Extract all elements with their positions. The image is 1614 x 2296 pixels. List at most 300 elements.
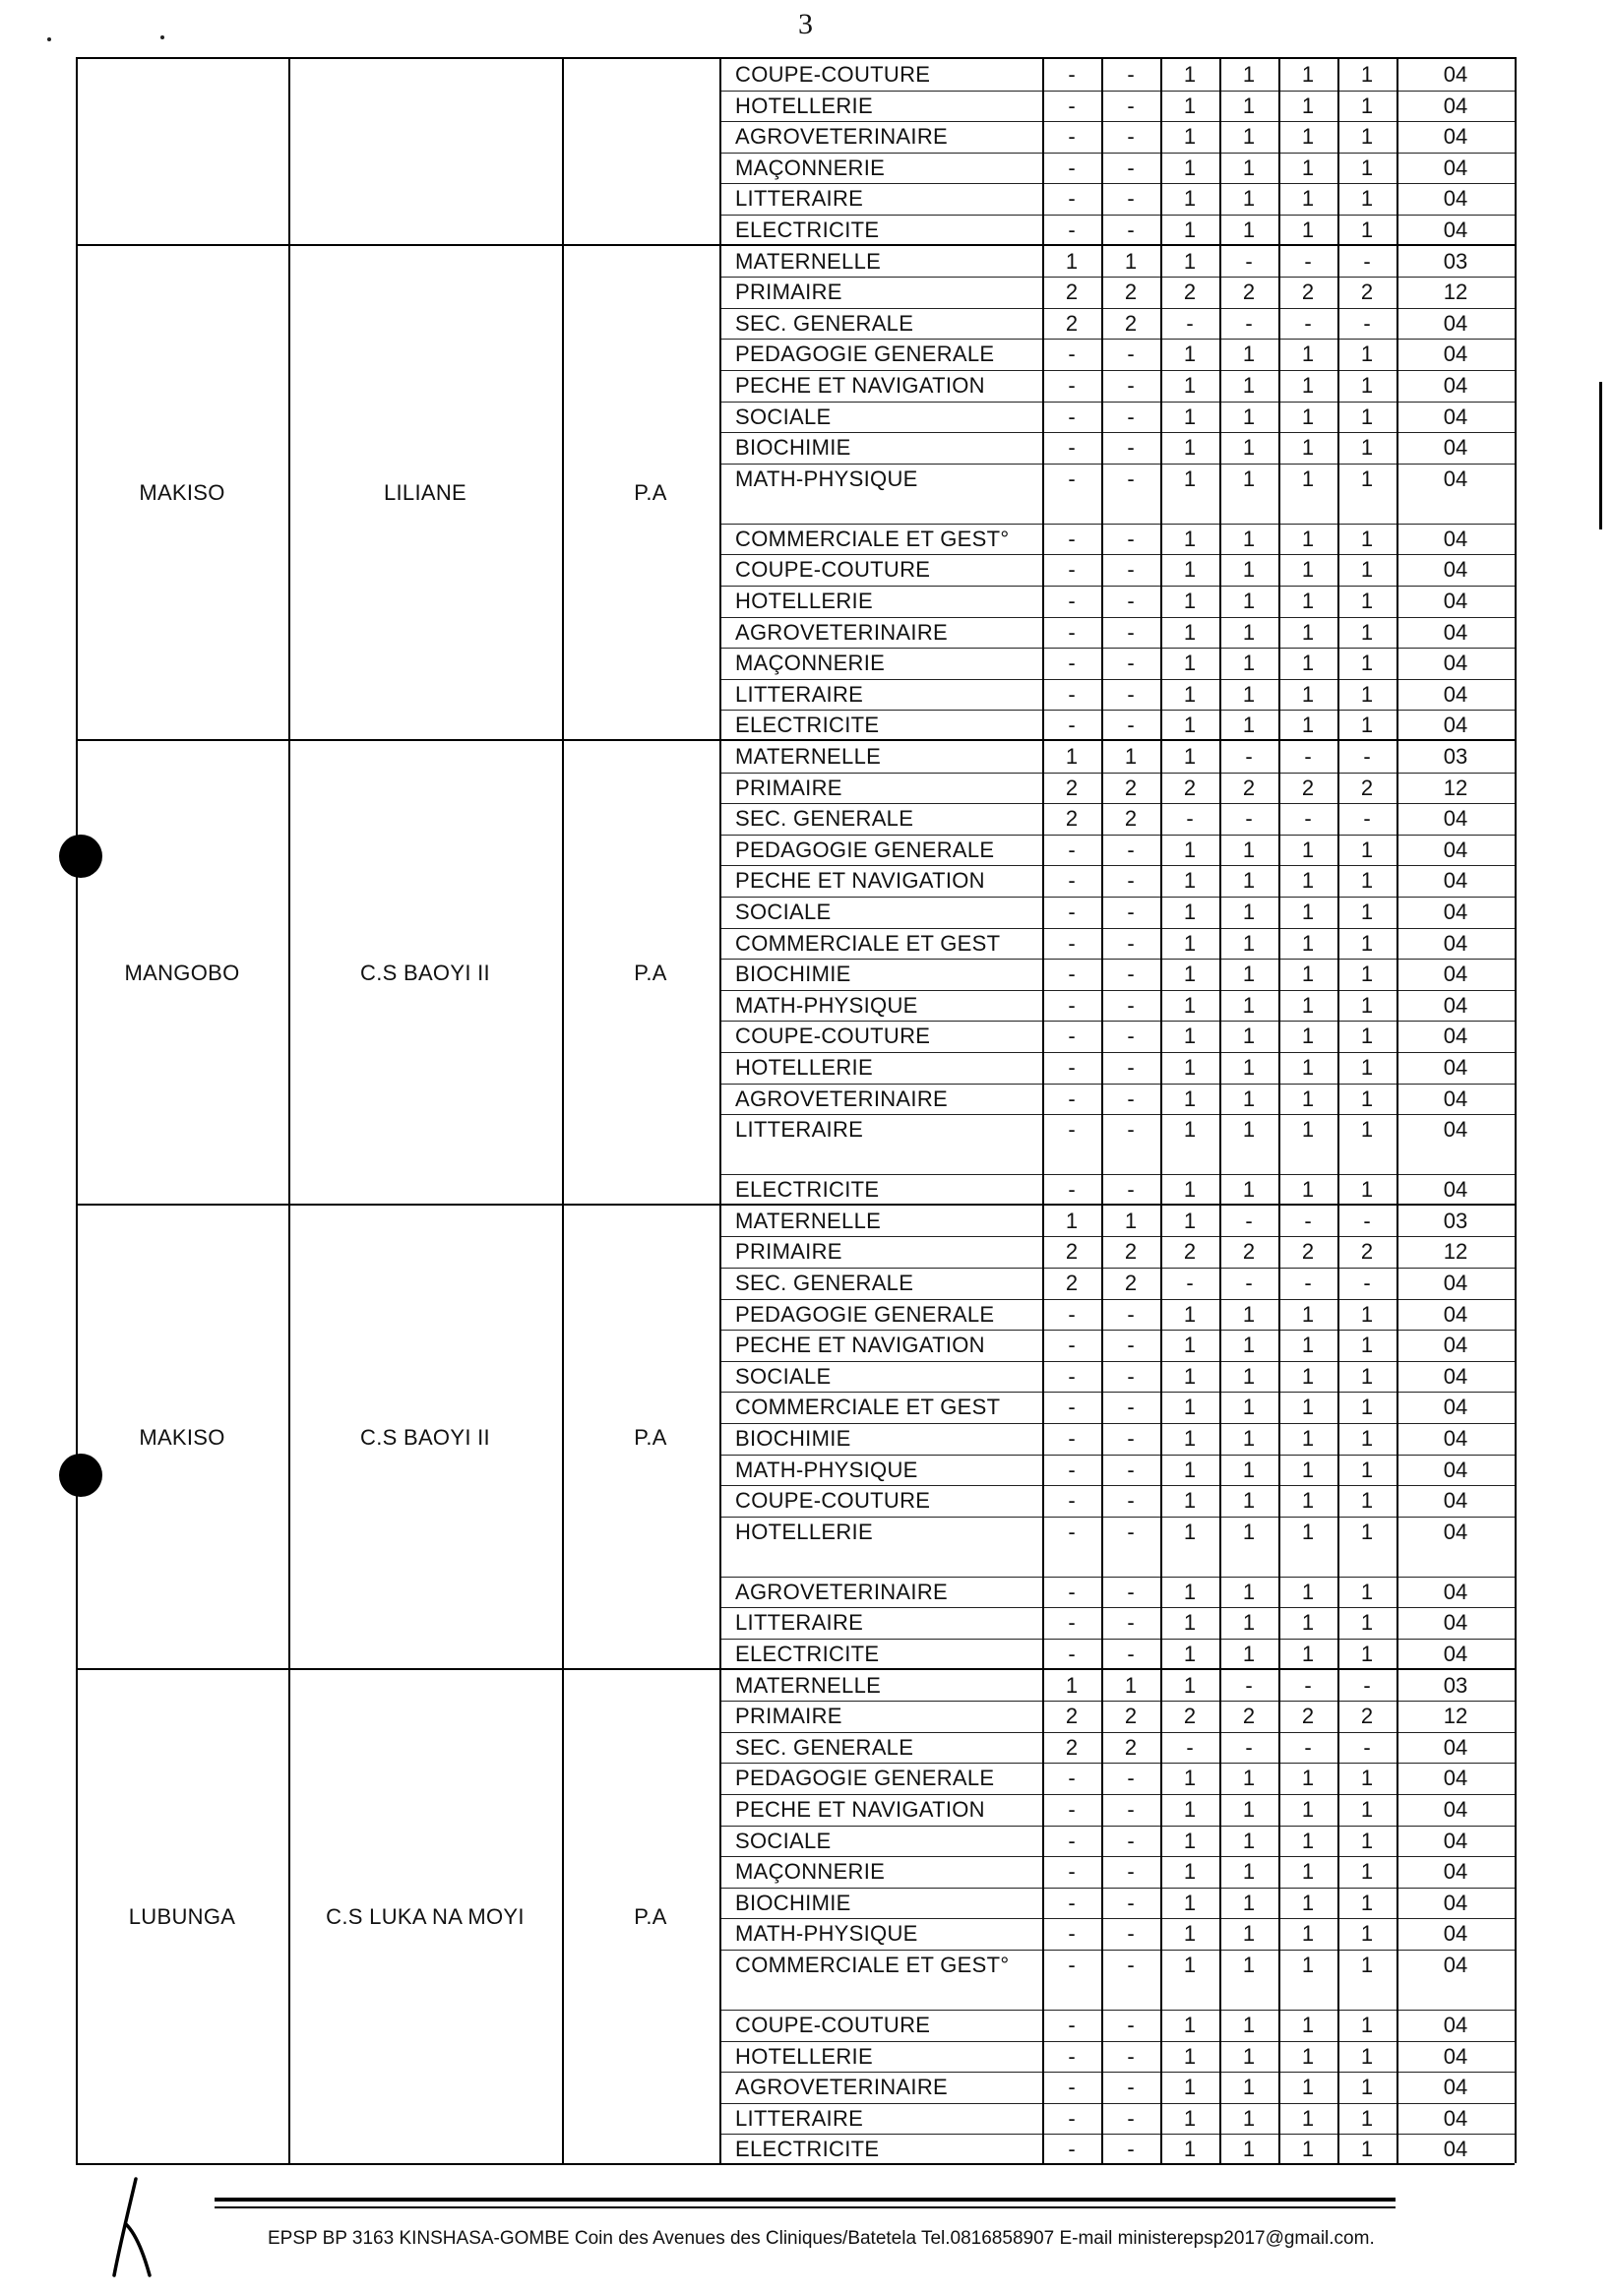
row-rule bbox=[719, 1236, 1515, 1237]
class-count: 1 bbox=[1183, 1457, 1197, 1482]
table-row bbox=[719, 992, 1515, 1022]
class-count: - bbox=[1068, 1952, 1076, 1977]
class-count: 1 bbox=[1360, 1641, 1374, 1666]
row-rule bbox=[719, 1455, 1515, 1456]
table-row bbox=[719, 93, 1515, 122]
class-count: - bbox=[1068, 2012, 1076, 2037]
class-count: 2 bbox=[1360, 1239, 1374, 1265]
class-count: - bbox=[1068, 341, 1076, 367]
class-count: 1 bbox=[1301, 1395, 1315, 1420]
table-row bbox=[719, 1765, 1515, 1794]
class-count: 1 bbox=[1301, 341, 1315, 367]
row-total: 04 bbox=[1443, 124, 1468, 150]
row-total: 04 bbox=[1443, 1457, 1468, 1482]
row-rule bbox=[719, 1701, 1515, 1702]
class-count: 1 bbox=[1242, 2075, 1256, 2100]
class-count: 1 bbox=[1242, 868, 1256, 894]
table-row bbox=[719, 155, 1515, 184]
class-count: - bbox=[1186, 310, 1194, 336]
location-name: MAKISO bbox=[139, 1424, 225, 1450]
section-name: AGROVETERINAIRE bbox=[735, 1086, 948, 1111]
table-row bbox=[719, 465, 1515, 524]
class-count: 1 bbox=[1124, 248, 1138, 274]
column-rule bbox=[562, 57, 564, 2163]
class-count: - bbox=[1068, 435, 1076, 461]
class-count: 1 bbox=[1124, 744, 1138, 769]
class-count: 1 bbox=[1242, 1519, 1256, 1544]
table-row bbox=[719, 1457, 1515, 1486]
class-count: - bbox=[1068, 403, 1076, 429]
class-count: 1 bbox=[1183, 1208, 1197, 1233]
class-count: 1 bbox=[1301, 2137, 1315, 2162]
class-count: - bbox=[1304, 1270, 1312, 1295]
row-total: 04 bbox=[1443, 155, 1468, 180]
row-rule bbox=[719, 1826, 1515, 1827]
row-total: 04 bbox=[1443, 2105, 1468, 2131]
section-name: MATH-PHYSIQUE bbox=[735, 992, 918, 1018]
section-name: MATERNELLE bbox=[735, 1672, 882, 1698]
class-count: - bbox=[1363, 248, 1371, 274]
class-count: - bbox=[1068, 1395, 1076, 1420]
class-count: 1 bbox=[1301, 1796, 1315, 1822]
section-name: MATERNELLE bbox=[735, 744, 882, 769]
table-row bbox=[719, 2074, 1515, 2103]
class-count: 2 bbox=[1065, 310, 1079, 336]
class-count: 1 bbox=[1242, 124, 1256, 150]
row-total: 04 bbox=[1443, 2137, 1468, 2162]
section-name: BIOCHIMIE bbox=[735, 435, 851, 461]
school-name bbox=[288, 59, 562, 246]
class-count: 1 bbox=[1183, 217, 1197, 242]
class-count: - bbox=[1127, 588, 1135, 613]
class-count: 1 bbox=[1242, 1055, 1256, 1080]
table-row bbox=[719, 1796, 1515, 1826]
school-name: C.S BAOYI II bbox=[360, 1424, 490, 1450]
location-block bbox=[76, 739, 1515, 1206]
table-row bbox=[719, 743, 1515, 773]
class-count: 1 bbox=[1183, 372, 1197, 398]
section-name: ELECTRICITE bbox=[735, 217, 880, 242]
row-total: 12 bbox=[1443, 1704, 1468, 1729]
row-rule bbox=[719, 215, 1515, 216]
row-total: 03 bbox=[1443, 248, 1468, 274]
class-count: 1 bbox=[1242, 2043, 1256, 2069]
class-count: - bbox=[1127, 2012, 1135, 2037]
section-name: LITTERAIRE bbox=[735, 1117, 864, 1143]
class-count: 1 bbox=[1242, 2012, 1256, 2037]
row-total: 04 bbox=[1443, 1488, 1468, 1514]
class-count: - bbox=[1363, 1734, 1371, 1760]
class-count: - bbox=[1068, 1333, 1076, 1358]
class-count: - bbox=[1127, 1828, 1135, 1853]
row-rule bbox=[719, 1330, 1515, 1331]
class-count: - bbox=[1068, 2043, 1076, 2069]
class-count: 2 bbox=[1124, 1734, 1138, 1760]
row-total: 04 bbox=[1443, 403, 1468, 429]
section-name: SEC. GENERALE bbox=[735, 806, 914, 832]
section-name: MATH-PHYSIQUE bbox=[735, 1457, 918, 1482]
class-count: 1 bbox=[1301, 1117, 1315, 1143]
section-name: HOTELLERIE bbox=[735, 1519, 873, 1544]
row-total: 04 bbox=[1443, 1301, 1468, 1327]
class-count: - bbox=[1127, 186, 1135, 212]
row-total: 12 bbox=[1443, 775, 1468, 800]
class-count: 1 bbox=[1183, 93, 1197, 118]
class-count: 1 bbox=[1301, 1641, 1315, 1666]
row-rule bbox=[719, 897, 1515, 898]
class-count: 1 bbox=[1242, 1610, 1256, 1636]
class-count: 1 bbox=[1183, 681, 1197, 707]
class-count: 1 bbox=[1124, 1208, 1138, 1233]
column-rule bbox=[719, 57, 721, 2163]
footer-rule bbox=[215, 2206, 1396, 2208]
location-block bbox=[76, 244, 1515, 741]
class-count: 1 bbox=[1242, 1457, 1256, 1482]
class-count: 1 bbox=[1360, 93, 1374, 118]
table-row bbox=[719, 185, 1515, 215]
class-count: - bbox=[1127, 1117, 1135, 1143]
row-total: 04 bbox=[1443, 1055, 1468, 1080]
table-row bbox=[719, 1703, 1515, 1732]
class-count: 1 bbox=[1183, 526, 1197, 551]
location-name: MANGOBO bbox=[124, 960, 240, 985]
class-count: 1 bbox=[1301, 837, 1315, 862]
class-count: 1 bbox=[1183, 186, 1197, 212]
class-count: 2 bbox=[1124, 806, 1138, 832]
class-count: 2 bbox=[1065, 1734, 1079, 1760]
class-count: - bbox=[1068, 681, 1076, 707]
row-total: 04 bbox=[1443, 1425, 1468, 1451]
section-name: COUPE-COUTURE bbox=[735, 557, 931, 583]
row-total: 04 bbox=[1443, 713, 1468, 738]
class-count: - bbox=[1068, 526, 1076, 551]
row-rule bbox=[719, 990, 1515, 991]
class-count: 1 bbox=[1360, 1610, 1374, 1636]
class-count: 1 bbox=[1360, 868, 1374, 894]
table-row bbox=[719, 2105, 1515, 2135]
class-count: - bbox=[1127, 403, 1135, 429]
row-total: 04 bbox=[1443, 992, 1468, 1018]
row-total: 04 bbox=[1443, 1921, 1468, 1947]
class-count: 1 bbox=[1242, 1488, 1256, 1514]
table-row bbox=[719, 681, 1515, 711]
class-count: 1 bbox=[1360, 62, 1374, 87]
table-row bbox=[719, 1176, 1515, 1206]
section-name: PEDAGOGIE GENERALE bbox=[735, 1301, 995, 1327]
row-total: 04 bbox=[1443, 588, 1468, 613]
row-rule bbox=[719, 2103, 1515, 2104]
class-count: 1 bbox=[1301, 651, 1315, 676]
class-count: - bbox=[1068, 1086, 1076, 1111]
school-type: P.A bbox=[634, 960, 667, 985]
class-count: - bbox=[1068, 2105, 1076, 2131]
section-name: MATERNELLE bbox=[735, 248, 882, 274]
row-rule bbox=[719, 586, 1515, 587]
class-count: 1 bbox=[1183, 588, 1197, 613]
class-count: 2 bbox=[1242, 1239, 1256, 1265]
row-total: 04 bbox=[1443, 372, 1468, 398]
row-total: 04 bbox=[1443, 557, 1468, 583]
row-total: 04 bbox=[1443, 900, 1468, 924]
class-count: 2 bbox=[1242, 279, 1256, 305]
class-count: - bbox=[1127, 435, 1135, 461]
class-count: 1 bbox=[1301, 2043, 1315, 2069]
class-count: 1 bbox=[1360, 2012, 1374, 2037]
row-rule bbox=[719, 153, 1515, 154]
class-count: 2 bbox=[1065, 279, 1079, 305]
class-count: 1 bbox=[1183, 651, 1197, 676]
table-row bbox=[719, 123, 1515, 153]
row-rule bbox=[719, 1361, 1515, 1362]
section-name: LITTERAIRE bbox=[735, 2105, 864, 2131]
table-row bbox=[719, 1363, 1515, 1393]
class-count: 1 bbox=[1183, 2012, 1197, 2037]
scan-edge-mark bbox=[1599, 382, 1602, 529]
class-count: 1 bbox=[1183, 868, 1197, 894]
class-count: - bbox=[1363, 1208, 1371, 1233]
class-count: 1 bbox=[1360, 372, 1374, 398]
row-total: 03 bbox=[1443, 1672, 1468, 1698]
row-total: 03 bbox=[1443, 1208, 1468, 1233]
table-row bbox=[719, 588, 1515, 617]
class-count: 1 bbox=[1301, 1024, 1315, 1049]
section-name: COUPE-COUTURE bbox=[735, 1024, 931, 1049]
row-rule bbox=[719, 617, 1515, 618]
class-count: 1 bbox=[1242, 435, 1256, 461]
class-count: - bbox=[1304, 248, 1312, 274]
row-rule bbox=[719, 1299, 1515, 1300]
class-count: 1 bbox=[1183, 155, 1197, 180]
row-rule bbox=[719, 773, 1515, 774]
table-row bbox=[719, 434, 1515, 464]
class-count: - bbox=[1068, 868, 1076, 894]
class-count: 1 bbox=[1242, 900, 1256, 924]
class-count: 1 bbox=[1242, 681, 1256, 707]
class-count: 1 bbox=[1242, 837, 1256, 862]
class-count: 2 bbox=[1301, 775, 1315, 800]
class-count: 2 bbox=[1183, 1239, 1197, 1265]
class-count: 1 bbox=[1065, 744, 1079, 769]
class-count: - bbox=[1068, 186, 1076, 212]
class-count: - bbox=[1127, 1859, 1135, 1885]
class-count: 1 bbox=[1360, 1921, 1374, 1947]
class-count: 1 bbox=[1183, 1579, 1197, 1604]
class-count: 1 bbox=[1301, 2012, 1315, 2037]
table-row bbox=[719, 899, 1515, 928]
class-count: - bbox=[1186, 1270, 1194, 1295]
class-count: 2 bbox=[1242, 1704, 1256, 1729]
class-count: - bbox=[1127, 93, 1135, 118]
class-count: 1 bbox=[1242, 1363, 1256, 1389]
class-count: 2 bbox=[1065, 1704, 1079, 1729]
table-row bbox=[719, 279, 1515, 308]
class-count: 1 bbox=[1183, 1024, 1197, 1049]
class-count: 1 bbox=[1183, 1301, 1197, 1327]
table-row bbox=[719, 619, 1515, 649]
class-count: 1 bbox=[1301, 1890, 1315, 1915]
class-count: - bbox=[1068, 1828, 1076, 1853]
class-count: 1 bbox=[1360, 2043, 1374, 2069]
class-count: 1 bbox=[1360, 900, 1374, 924]
row-rule bbox=[719, 370, 1515, 371]
table-row bbox=[719, 805, 1515, 835]
table-row bbox=[719, 1858, 1515, 1888]
class-count: - bbox=[1127, 1086, 1135, 1111]
row-total: 04 bbox=[1443, 806, 1468, 832]
class-count: 2 bbox=[1124, 1239, 1138, 1265]
row-total: 04 bbox=[1443, 1117, 1468, 1143]
class-count: 1 bbox=[1301, 1828, 1315, 1853]
class-count: 1 bbox=[1360, 1859, 1374, 1885]
class-count: - bbox=[1068, 93, 1076, 118]
class-count: 1 bbox=[1124, 1672, 1138, 1698]
class-count: 2 bbox=[1242, 775, 1256, 800]
table-row bbox=[719, 341, 1515, 370]
class-count: 1 bbox=[1242, 619, 1256, 645]
class-count: 1 bbox=[1183, 1828, 1197, 1853]
class-count: 1 bbox=[1242, 372, 1256, 398]
table-row bbox=[719, 1208, 1515, 1237]
class-count: - bbox=[1127, 837, 1135, 862]
class-count: - bbox=[1127, 1766, 1135, 1791]
class-count: - bbox=[1127, 341, 1135, 367]
class-count: - bbox=[1127, 62, 1135, 87]
class-count: 1 bbox=[1242, 1641, 1256, 1666]
section-name: PEDAGOGIE GENERALE bbox=[735, 341, 995, 367]
class-count: - bbox=[1127, 1333, 1135, 1358]
class-count: - bbox=[1127, 1395, 1135, 1420]
class-count: - bbox=[1304, 1734, 1312, 1760]
row-rule bbox=[719, 1888, 1515, 1889]
class-count: - bbox=[1068, 1921, 1076, 1947]
class-count: 1 bbox=[1065, 248, 1079, 274]
section-name: PEDAGOGIE GENERALE bbox=[735, 837, 995, 862]
class-count: 1 bbox=[1301, 1766, 1315, 1791]
class-count: - bbox=[1068, 62, 1076, 87]
section-name: PECHE ET NAVIGATION bbox=[735, 1333, 985, 1358]
class-count: 1 bbox=[1301, 2105, 1315, 2131]
row-rule bbox=[719, 1021, 1515, 1022]
class-count: 1 bbox=[1360, 1024, 1374, 1049]
class-count: - bbox=[1068, 1177, 1076, 1203]
column-rule bbox=[288, 57, 290, 2163]
row-total: 04 bbox=[1443, 930, 1468, 956]
class-count: 1 bbox=[1360, 992, 1374, 1018]
class-count: 1 bbox=[1183, 1395, 1197, 1420]
class-count: - bbox=[1068, 962, 1076, 987]
class-count: 1 bbox=[1360, 2137, 1374, 2162]
class-count: - bbox=[1127, 900, 1135, 924]
section-name: PECHE ET NAVIGATION bbox=[735, 372, 985, 398]
class-count: 1 bbox=[1301, 155, 1315, 180]
class-count: - bbox=[1068, 124, 1076, 150]
row-rule bbox=[719, 339, 1515, 340]
section-name: PECHE ET NAVIGATION bbox=[735, 868, 985, 894]
class-count: 1 bbox=[1360, 465, 1374, 491]
class-count: - bbox=[1186, 806, 1194, 832]
row-total: 04 bbox=[1443, 435, 1468, 461]
class-count: 1 bbox=[1242, 1579, 1256, 1604]
class-count: - bbox=[1127, 868, 1135, 894]
row-total: 04 bbox=[1443, 619, 1468, 645]
row-rule bbox=[719, 1114, 1515, 1115]
class-count: 1 bbox=[1301, 465, 1315, 491]
class-count: - bbox=[1127, 1921, 1135, 1947]
class-count: 1 bbox=[1242, 1301, 1256, 1327]
class-count: 1 bbox=[1360, 557, 1374, 583]
row-rule bbox=[719, 1918, 1515, 1919]
class-count: - bbox=[1127, 1024, 1135, 1049]
row-total: 04 bbox=[1443, 1734, 1468, 1760]
class-count: 1 bbox=[1242, 186, 1256, 212]
class-count: 1 bbox=[1301, 930, 1315, 956]
section-name: HOTELLERIE bbox=[735, 588, 873, 613]
class-count: - bbox=[1304, 1672, 1312, 1698]
row-total: 04 bbox=[1443, 1086, 1468, 1111]
class-count: - bbox=[1304, 1208, 1312, 1233]
class-count: - bbox=[1068, 1055, 1076, 1080]
class-count: - bbox=[1245, 744, 1253, 769]
row-rule bbox=[719, 710, 1515, 711]
row-total: 04 bbox=[1443, 1333, 1468, 1358]
class-count: 1 bbox=[1360, 1828, 1374, 1853]
location-name bbox=[76, 59, 288, 246]
row-rule bbox=[719, 308, 1515, 309]
class-count: 1 bbox=[1242, 588, 1256, 613]
class-count: 1 bbox=[1242, 1117, 1256, 1143]
row-rule bbox=[719, 1732, 1515, 1733]
class-count: 1 bbox=[1301, 435, 1315, 461]
footer-contact: EPSP BP 3163 KINSHASA-GOMBE Coin des Avenues des Cliniques/Batetela Tel.0816858907 E-mail ministerepsp2017@gmail.com. bbox=[268, 2228, 1375, 2249]
row-total: 04 bbox=[1443, 526, 1468, 551]
class-count: 1 bbox=[1242, 62, 1256, 87]
section-name: COMMERCIALE ET GEST bbox=[735, 930, 1001, 956]
table-row bbox=[719, 248, 1515, 278]
class-count: - bbox=[1127, 1952, 1135, 1977]
row-rule bbox=[719, 1084, 1515, 1085]
class-count: 1 bbox=[1183, 1859, 1197, 1885]
class-count: - bbox=[1245, 1734, 1253, 1760]
class-count: 1 bbox=[1360, 588, 1374, 613]
class-count: 1 bbox=[1242, 651, 1256, 676]
class-count: - bbox=[1304, 310, 1312, 336]
class-count: 1 bbox=[1183, 1177, 1197, 1203]
class-count: 1 bbox=[1301, 1952, 1315, 1977]
row-total: 04 bbox=[1443, 341, 1468, 367]
section-name: MAÇONNERIE bbox=[735, 651, 886, 676]
row-rule bbox=[719, 1856, 1515, 1857]
class-count: 2 bbox=[1124, 310, 1138, 336]
class-count: 1 bbox=[1065, 1672, 1079, 1698]
class-count: 1 bbox=[1301, 217, 1315, 242]
class-count: 1 bbox=[1242, 465, 1256, 491]
class-count: - bbox=[1363, 1270, 1371, 1295]
class-count: - bbox=[1127, 713, 1135, 738]
row-rule bbox=[719, 402, 1515, 403]
table-row bbox=[719, 1519, 1515, 1577]
row-total: 04 bbox=[1443, 186, 1468, 212]
class-count: - bbox=[1068, 1610, 1076, 1636]
row-total: 04 bbox=[1443, 217, 1468, 242]
class-count: 1 bbox=[1183, 1766, 1197, 1791]
class-count: 1 bbox=[1301, 93, 1315, 118]
class-count: - bbox=[1245, 1672, 1253, 1698]
class-count: - bbox=[1127, 2043, 1135, 2069]
row-total: 04 bbox=[1443, 1270, 1468, 1295]
section-name: HOTELLERIE bbox=[735, 2043, 873, 2069]
column-rule bbox=[1160, 57, 1162, 2163]
class-count: 1 bbox=[1301, 1610, 1315, 1636]
